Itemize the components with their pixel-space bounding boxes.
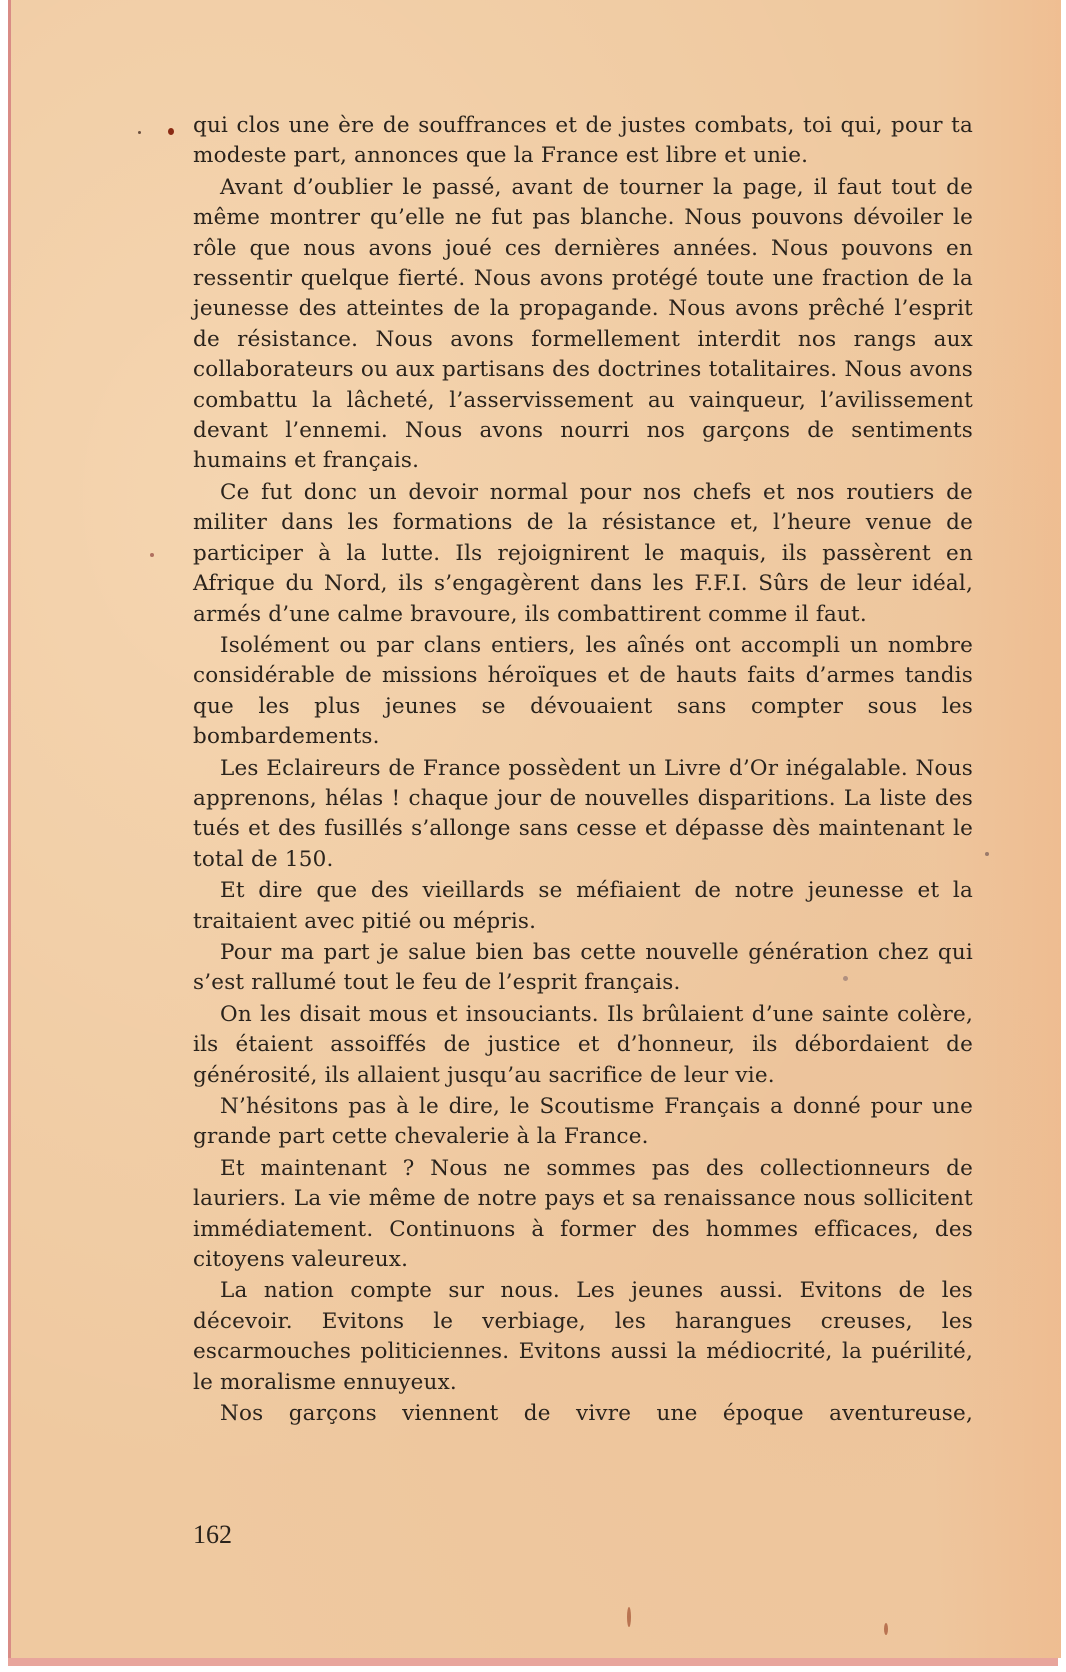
paragraph: Ce fut donc un devoir normal pour nos chefs et nos routiers de militer dans les formations de la résistance et, l’heure venue de participer à la lutte. Ils rejoignirent le maquis, ils passèrent en Afrique du Nord, ils s’engagèrent dans les F.F.I. Sûrs de leur idéal, armés d’une calme bravoure, ils combattirent comme il faut. [193,479,973,627]
paragraph: Les Eclaireurs de France possèdent un Livre d’Or inégalable. Nous apprenons, hélas ! chaque jour de nouvelles disparitions. La liste des tués et des fusillés s’allonge sans cesse et dépasse dès maintenant le total de 150. [193,755,973,872]
paragraph: Avant d’oublier le passé, avant de tourner la page, il faut tout de même montrer qu’elle ne fut pas blanche. Nous pouvons dévoiler le rôle que nous avons joué ces dernières années. Nous pouvons en ressentir quelque fierté. Nous avons protégé toute une fraction de la jeunesse des atteintes de la propagande. Nous avons prêché l’esprit de résistance. Nous avons formellement interdit nos rangs aux collaborateurs ou aux partisans des doctrines totalitaires. Nous avons combattu la lâcheté, l’asservissement au vainqueur, l’avilissement devant l’ennemi. Nous avons nourri nos garçons de sentiments humains et français. [193,174,973,474]
paragraph: N’hésitons pas à le dire, le Scoutisme Français a donné pour une grande part cette chevalerie à la France. [193,1094,973,1150]
ink-mark-icon [168,128,174,135]
paragraph: Isolément ou par clans entiers, les aînés ont accompli un nombre considérable de missions héroïques et de hauts faits d’armes tandis que les plus jeunes se dévouaient sans compter sous les bombardements. [193,632,973,750]
paragraph: On les disait mous et insouciants. Ils brûlaient d’une sainte colère, ils étaient assoiffés de justice et d’honneur, ils débordaient de générosité, ils allaient jusqu’au sacrifice de leur vie. [193,1001,973,1088]
body-text [193,111,973,1429]
speck-mark [138,131,141,134]
paper-stain [884,1623,888,1635]
paper-stain [627,1607,631,1627]
speck-mark [150,553,154,557]
paragraph: Pour ma part je salue bien bas cette nouvelle génération chez qui s’est rallumé tout le feu de l’esprit français. [193,939,973,996]
paragraph: Nos garçons viennent de vivre une époque aventureuse, [220,1401,973,1427]
paragraph: qui clos une ère de souffrances et de justes combats, toi qui, pour ta modeste part, annonces que la France est libre et unie. [193,113,973,169]
paragraph: Et maintenant ? Nous ne sommes pas des collectionneurs de lauriers. La vie même de notre pays et sa renaissance nous sollicitent immédiatement. Continuons à former des hommes efficaces, des citoyens valeureux. [193,1155,973,1273]
paragraph: La nation compte sur nous. Les jeunes aussi. Evitons de les décevoir. Evitons le verbiage, les harangues creuses, les escarmouches politiciennes. Evitons aussi la médiocrité, la puérilité, le moralisme ennuyeux. [193,1278,973,1395]
paragraph: Et dire que des vieillards se méfiaient de notre jeunesse et la traitaient avec pitié ou mépris. [193,878,973,934]
page-number: 162 [193,1520,232,1549]
page-bottom-edge [8,1658,1058,1666]
speck-mark [985,852,989,856]
